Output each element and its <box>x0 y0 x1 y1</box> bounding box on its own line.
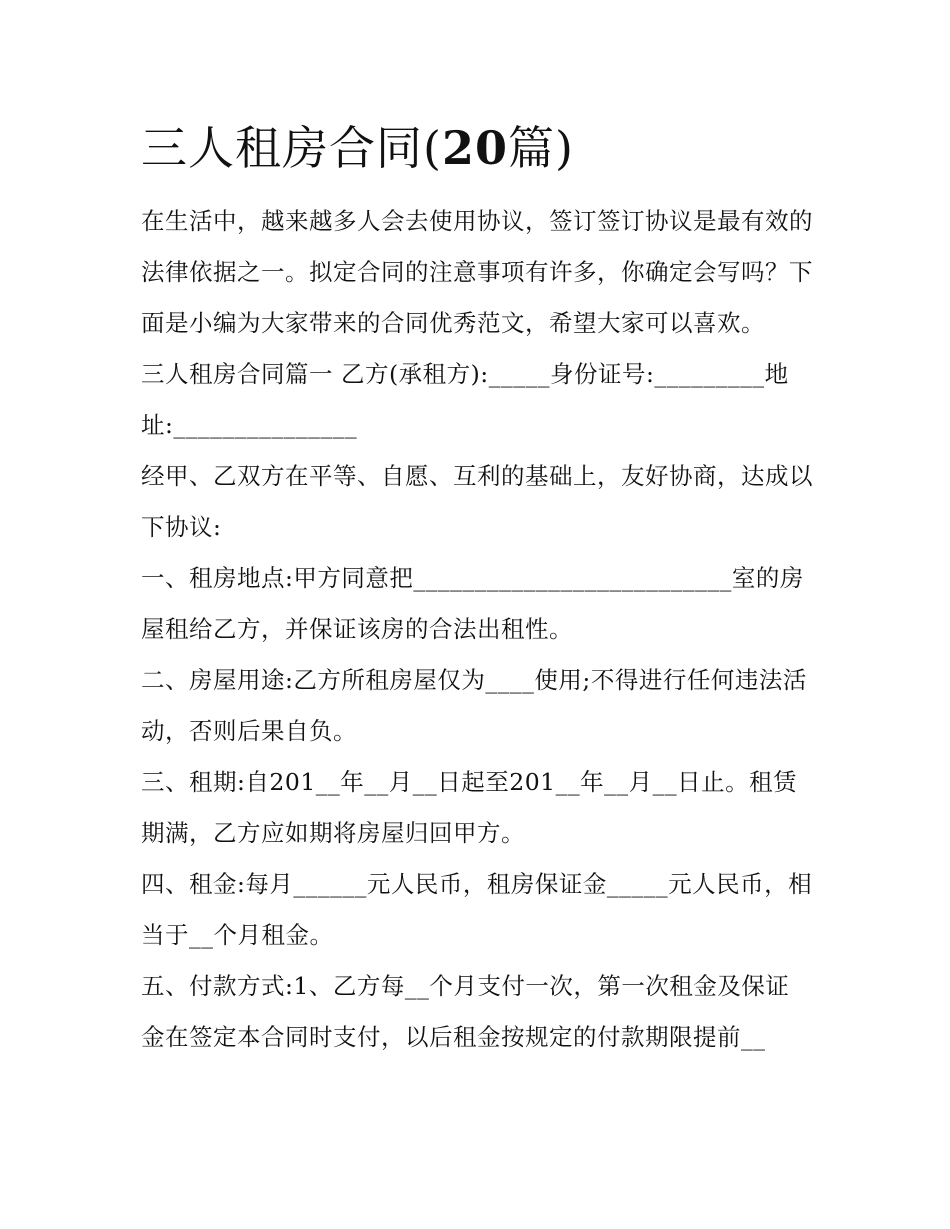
paragraph-parties: 三人租房合同篇一 乙方(承租方):_____身份证号:_________地址:_______________ <box>141 360 789 439</box>
title-suffix: 篇) <box>507 121 574 175</box>
clause-location: 一、租房地点:甲方同意把__________________________室的房屋租给乙方，并保证该房的合法出租性。 <box>141 564 804 643</box>
paragraph-intro: 在生活中，越来越多人会去使用协议，签订签订协议是最有效的法律依据之一。拟定合同的注意事项有许多，你确定会写吗？下面是小编为大家带来的合同优秀范文，希望大家可以喜欢。 <box>141 207 813 337</box>
title-number: 20 <box>441 121 508 175</box>
document-body <box>141 196 813 1063</box>
clause-usage: 二、房屋用途:乙方所租房屋仅为____使用;不得进行任何违法活动，否则后果自负。 <box>141 666 807 745</box>
document-title <box>141 118 574 178</box>
title-prefix: 三人租房合同( <box>141 121 442 175</box>
clause-term: 三、租期:自201__年__月__日起至201__年__月__日止。租赁期满，乙方应如期将房屋归回甲方。 <box>141 768 798 847</box>
paragraph-agreement: 经甲、乙双方在平等、自愿、互利的基础上，友好协商，达成以下协议: <box>141 462 813 541</box>
clause-rent: 四、租金:每月______元人民币，租房保证金_____元人民币，相当于__个月租金。 <box>141 870 813 949</box>
clause-payment: 五、付款方式:1、乙方每__个月支付一次，第一次租金及保证金在签定本合同时支付，以后租金按规定的付款期限提前__ <box>141 972 790 1051</box>
